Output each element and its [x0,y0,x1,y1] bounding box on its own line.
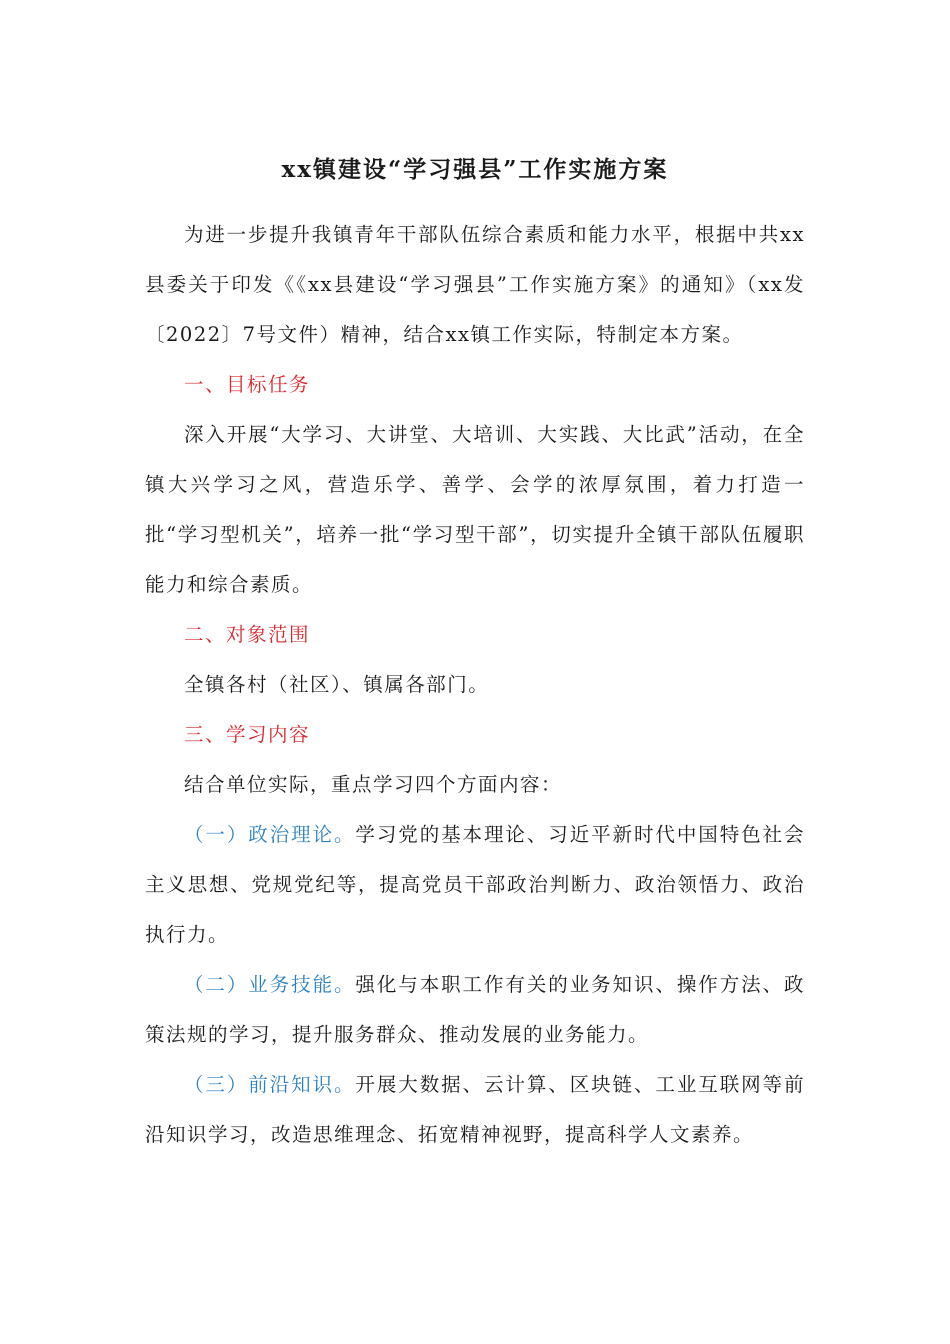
document-body [145,210,805,1160]
section-paragraph-content: 结合单位实际，重点学习四个方面内容： [184,773,563,796]
content-item-text: 强化与本职工作有关的业务知识、操作方法、政策法规的学习，提升服务群众、推动发展的业务能力。 [145,973,805,1046]
intro-paragraph: 为进一步提升我镇青年干部队伍综合素质和能力水平，根据中共xx县委关于印发《《xx县建设“学习强县”工作实施方案》的通知》（xx发〔2022〕7号文件）精神，结合xx镇工作实际，特制定本方案。 [145,223,805,346]
section-paragraph-goals: 深入开展“大学习、大讲堂、大培训、大实践、大比武”活动，在全镇大兴学习之风，营造乐学、善学、会学的浓厚氛围，着力打造一批“学习型机关”，培养一批“学习型干部”，切实提升全镇干部队伍履职能力和综合素质。 [145,423,805,596]
content-item-label: （一）政治理论。 [184,823,356,846]
content-item-politics [145,810,805,960]
content-item-text: 开展大数据、云计算、区块链、工业互联网等前沿知识学习，改造思维理念、拓宽精神视野，提高科学人文素养。 [145,1073,805,1146]
section-heading-scope: 二、对象范围 [184,623,311,646]
content-item-text: 学习党的基本理论、习近平新时代中国特色社会主义思想、党规党纪等，提高党员干部政治判断力、政治领悟力、政治执行力。 [145,823,805,946]
content-item-frontier [145,1060,805,1160]
section-heading-goals: 一、目标任务 [184,373,311,396]
content-item-skills [145,960,805,1060]
content-item-label: （三）前沿知识。 [184,1073,356,1096]
section-heading-content: 三、学习内容 [184,723,311,746]
section-paragraph-scope: 全镇各村（社区）、镇属各部门。 [184,673,490,696]
document-title: xx镇建设“学习强县”工作实施方案 [281,156,669,183]
content-item-label: （二）业务技能。 [184,973,356,996]
